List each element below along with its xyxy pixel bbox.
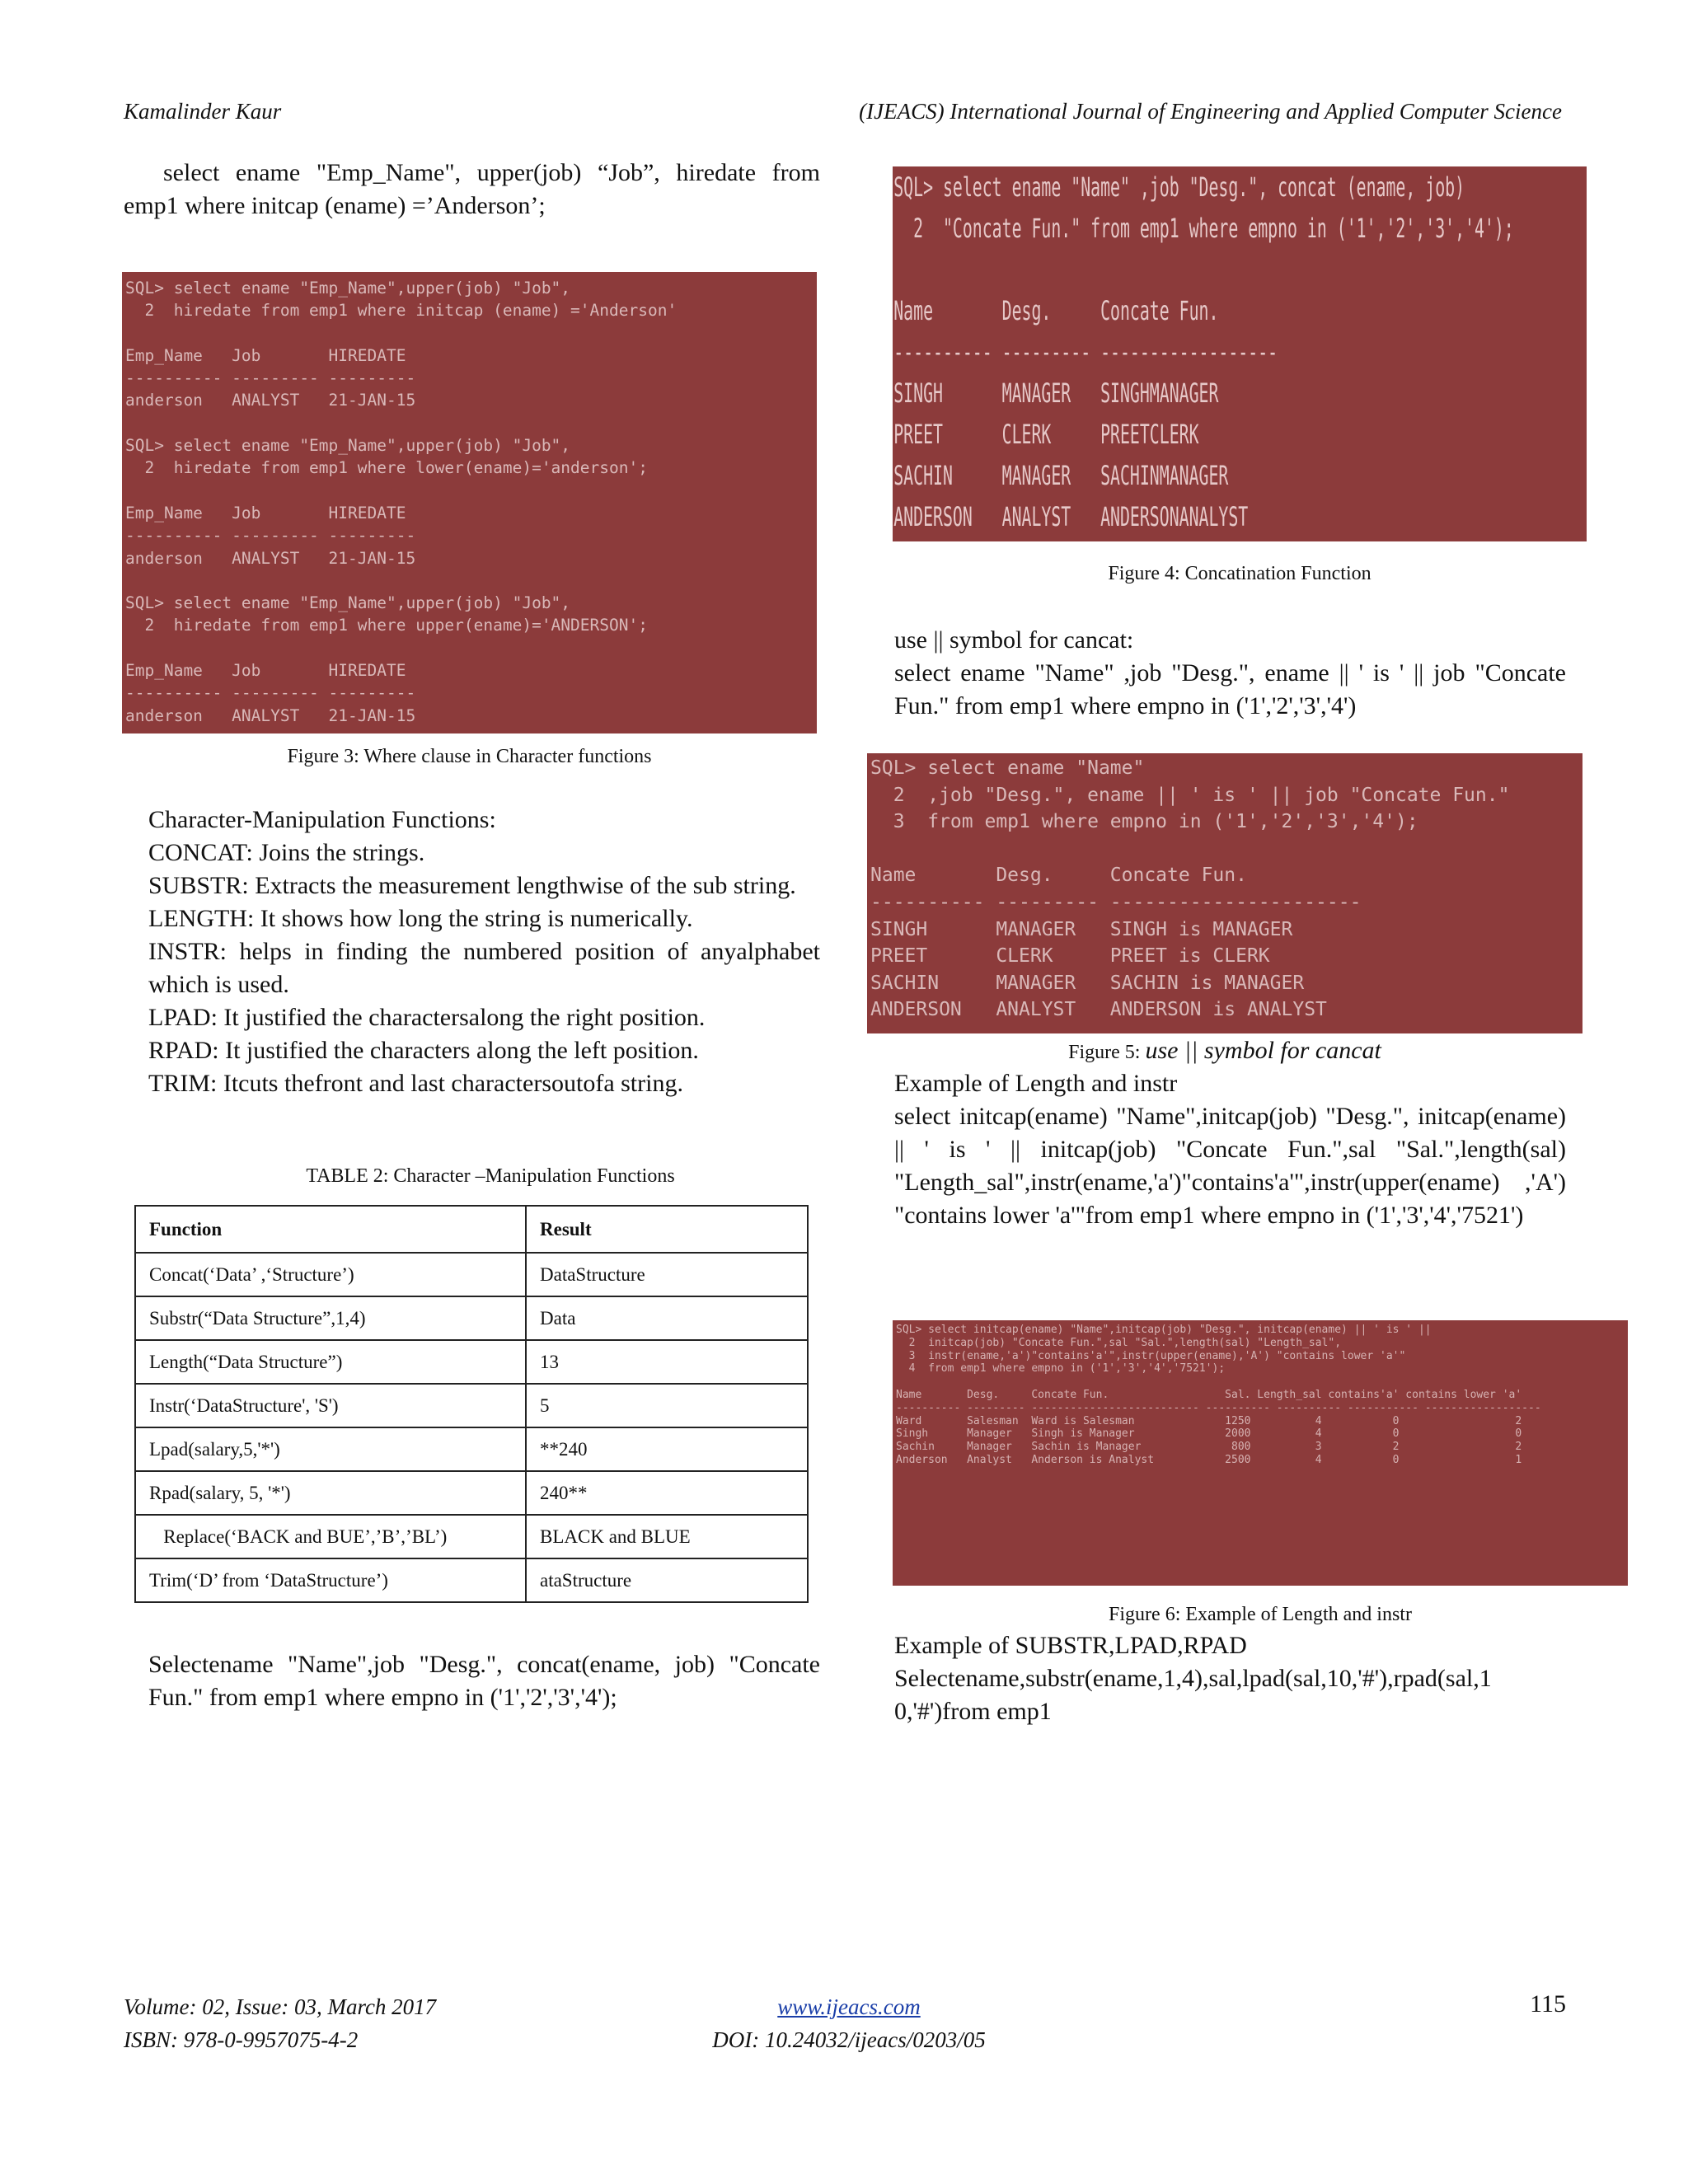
figure-4-terminal-line: ---------- --------- ------------------ bbox=[893, 336, 1278, 368]
figure-6-caption: Figure 6: Example of Length and instr bbox=[1109, 1604, 1412, 1625]
figure-5-terminal-line: ANDERSON ANALYST ANDERSON is ANALYST bbox=[870, 999, 1327, 1021]
figure-3-terminal-line: 2 hiredate from emp1 where initcap (ename) ='Anderson' bbox=[125, 301, 678, 321]
figure-6-terminal-line: 4 from emp1 where empno in ('1','3','4','7521'); bbox=[896, 1362, 1226, 1376]
substr-heading: Example of SUBSTR,LPAD,RPAD bbox=[894, 1632, 1247, 1659]
figure-5-terminal-line: PREET CLERK PREET is CLERK bbox=[870, 945, 1270, 968]
figure-4-terminal-line: PREET CLERK PREETCLERK bbox=[893, 419, 1199, 450]
length-description: LENGTH: It shows how long the string is numerically. bbox=[148, 905, 693, 932]
pipe-query: select ename "Name" ,job "Desg.", ename || ' is ' || job "Concate Fun." from emp1 where empno in ('1','2','3','4') bbox=[894, 659, 1566, 719]
figure-3-terminal-line: SQL> select ename "Emp_Name",upper(job) "Job", bbox=[125, 593, 571, 613]
query-intro-paragraph: select ename "Emp_Name", upper(job) “Job”, hiredate from emp1 where initcap (ename) =’Anderson’; bbox=[124, 159, 820, 219]
table-row bbox=[135, 1471, 808, 1515]
figure-3-terminal-line bbox=[125, 569, 814, 592]
figure-3-terminal-line: anderson ANALYST 21-JAN-15 bbox=[125, 705, 416, 725]
page-number: 115 bbox=[1530, 1990, 1566, 2018]
journal-website-link[interactable]: www.ijeacs.com bbox=[777, 1994, 921, 2019]
character-functions-list bbox=[148, 804, 820, 1100]
pipe-section bbox=[894, 624, 1566, 723]
figure-3-terminal-line: anderson ANALYST 21-JAN-15 bbox=[125, 391, 416, 410]
figure-5-terminal-line: SQL> select ename "Name" bbox=[870, 757, 1145, 779]
length-heading: Example of Length and instr bbox=[894, 1070, 1178, 1097]
length-query: select initcap(ename) "Name",initcap(job) "Desg.", initcap(ename) || ' is ' || initcap(job) "Concate Fun.",sal "Sal.",length(sal) "Length_sal",instr(ename,'a')"contains'a'",instr(upper(ename) ,'A') "contains lower 'a'"from emp1 where empno in ('1','3','4','7521') bbox=[894, 1103, 1566, 1229]
figure-6-terminal-line: Anderson Analyst Anderson is Analyst 2500 4 0 1 bbox=[896, 1453, 1522, 1466]
table-row bbox=[135, 1515, 808, 1558]
figure-3-terminal-line bbox=[125, 480, 814, 502]
table-header-function: Function bbox=[135, 1206, 526, 1253]
figure-3-terminal-line: anderson ANALYST 21-JAN-15 bbox=[125, 548, 416, 568]
table-row bbox=[135, 1340, 808, 1384]
figure-6-terminal-line: SQL> select initcap(ename) "Name",initcap(job) "Desg.", initcap(ename) || ' is ' || bbox=[896, 1324, 1432, 1336]
figure-3-terminal-line: 2 hiredate from emp1 where upper(ename)='ANDERSON'; bbox=[125, 616, 648, 635]
footer-doi: DOI: 10.24032/ijeacs/0203/05 bbox=[712, 2027, 986, 2052]
figure-6-terminal-line: 2 initcap(job) "Concate Fun.",sal "Sal.",length(sal) "Length_sal", bbox=[896, 1336, 1342, 1349]
figure-6-terminal-screenshot bbox=[893, 1320, 1628, 1586]
lpad-description: LPAD: It justified the charactersalong the right position. bbox=[148, 1004, 706, 1031]
table-header-result: Result bbox=[526, 1206, 808, 1253]
function-cell: Substr(“Data Structure”,1,4) bbox=[135, 1296, 526, 1340]
concat-query-paragraph: Selectename "Name",job "Desg.", concat(ename, job) "Concate Fun." from emp1 where empno in ('1','2','3','4'); bbox=[148, 1651, 820, 1711]
trim-description: TRIM: Itcuts thefront and last charactersoutofa string. bbox=[148, 1070, 683, 1097]
figure-4-terminal-text bbox=[893, 166, 1515, 537]
footer-center bbox=[643, 1990, 1055, 2056]
figure-6-terminal-line: Singh Manager Singh is Manager 2000 4 0 0 bbox=[896, 1427, 1522, 1441]
figure-3-terminal-line: SQL> select ename "Emp_Name",upper(job) "Job", bbox=[125, 436, 571, 456]
result-cell: ataStructure bbox=[526, 1558, 808, 1602]
figure-5-caption bbox=[867, 1037, 1582, 1065]
figure-5-terminal-line: Name Desg. Concate Fun. bbox=[870, 865, 1247, 887]
function-cell: Rpad(salary, 5, '*') bbox=[135, 1471, 526, 1515]
figure-4-terminal-line: SACHIN MANAGER SACHINMANAGER bbox=[893, 460, 1229, 491]
figure-6-terminal-line bbox=[896, 1376, 1625, 1389]
function-cell: Replace(‘BACK and BUE’,’B’,’BL’) bbox=[135, 1515, 526, 1558]
figure-6-terminal-line: ---------- --------- -------------------------- ---------- ---------- ----------- ------------------ bbox=[896, 1401, 1541, 1414]
figure-4-terminal-line bbox=[893, 249, 1514, 290]
figure-5-terminal-screenshot bbox=[867, 753, 1582, 1033]
rpad-description: RPAD: It justified the characters along the left position. bbox=[148, 1037, 699, 1064]
figure-3-terminal-line: ---------- --------- --------- bbox=[125, 368, 416, 388]
figure-3-terminal-line: 2 hiredate from emp1 where lower(ename)='anderson'; bbox=[125, 458, 648, 478]
figure-3-terminal-screenshot bbox=[122, 272, 817, 733]
figure-4-terminal-line: 2 "Concate Fun." from emp1 where empno in ('1','2','3','4'); bbox=[893, 213, 1514, 244]
result-cell: 240** bbox=[526, 1471, 808, 1515]
function-cell: Lpad(salary,5,'*') bbox=[135, 1427, 526, 1471]
figure-5-terminal-line: SINGH MANAGER SINGH is MANAGER bbox=[870, 918, 1293, 940]
footer-isbn: ISBN: 978-0-9957075-4-2 bbox=[124, 2027, 359, 2052]
figure-4-terminal-screenshot bbox=[893, 166, 1587, 541]
result-cell: BLACK and BLUE bbox=[526, 1515, 808, 1558]
figure-6-terminal-line: 3 instr(ename,'a')"contains'a'",instr(upper(ename),'A') "contains lower 'a'" bbox=[896, 1349, 1406, 1362]
concat-description: CONCAT: Joins the strings. bbox=[148, 839, 425, 866]
figure-5-caption-title: use || symbol for cancat bbox=[1145, 1037, 1381, 1064]
table-2-caption: TABLE 2: Character –Manipulation Functions bbox=[306, 1165, 675, 1187]
figure-3-terminal-line bbox=[125, 412, 814, 434]
result-cell: Data bbox=[526, 1296, 808, 1340]
substr-section bbox=[894, 1629, 1566, 1728]
substr-query: Selectename,substr(ename,1,4),sal,lpad(sal,10,'#'),rpad(sal,1 0,'#')from emp1 bbox=[894, 1665, 1492, 1725]
result-cell: 5 bbox=[526, 1384, 808, 1427]
figure-4-caption: Figure 4: Concatination Function bbox=[1108, 563, 1372, 584]
table-row bbox=[135, 1253, 808, 1296]
figure-5-terminal-line: 2 ,job "Desg.", ename || ' is ' || job "Concate Fun." bbox=[870, 784, 1510, 806]
footer-volume: Volume: 02, Issue: 03, March 2017 bbox=[124, 1994, 437, 2019]
running-header-journal: (IJEACS) International Journal of Engineering and Applied Computer Science bbox=[859, 99, 1562, 124]
function-cell: Trim(‘D’ from ‘DataStructure’) bbox=[135, 1558, 526, 1602]
table-row bbox=[135, 1558, 808, 1602]
figure-6-terminal-line: Ward Salesman Ward is Salesman 1250 4 0 2 bbox=[896, 1414, 1522, 1427]
footer-left bbox=[124, 1990, 436, 2056]
figure-3-terminal-line bbox=[125, 322, 814, 344]
figure-5-terminal-line: SACHIN MANAGER SACHIN is MANAGER bbox=[870, 972, 1305, 994]
figure-5-terminal-line: ---------- --------- ---------------------- bbox=[870, 891, 1362, 913]
figure-3-terminal-line: SQL> select ename "Emp_Name",upper(job) "Job", bbox=[125, 279, 571, 298]
result-cell: 13 bbox=[526, 1340, 808, 1384]
figure-5-terminal-line bbox=[870, 836, 1579, 863]
running-header-author: Kamalinder Kaur bbox=[124, 99, 282, 124]
table-row bbox=[135, 1384, 808, 1427]
substr-description: SUBSTR: Extracts the measurement lengthwise of the sub string. bbox=[148, 872, 796, 899]
function-cell: Instr(‘DataStructure', 'S') bbox=[135, 1384, 526, 1427]
table-header-row bbox=[135, 1206, 808, 1253]
figure-3-terminal-line: Emp_Name Job HIREDATE bbox=[125, 503, 406, 523]
figure-3-terminal-line bbox=[125, 637, 814, 659]
figure-3-terminal-line: ---------- --------- --------- bbox=[125, 683, 416, 703]
length-section bbox=[894, 1067, 1566, 1232]
figure-3-caption: Figure 3: Where clause in Character functions bbox=[287, 746, 652, 767]
pipe-heading: use || symbol for cancat: bbox=[894, 626, 1134, 654]
table-row bbox=[135, 1427, 808, 1471]
figure-4-terminal-line: SINGH MANAGER SINGHMANAGER bbox=[893, 377, 1219, 409]
figure-4-terminal-line: ANDERSON ANALYST ANDERSONANALYST bbox=[893, 501, 1249, 532]
result-cell: **240 bbox=[526, 1427, 808, 1471]
figure-6-terminal-line: Name Desg. Concate Fun. Sal. Length_sal contains'a' contains lower 'a' bbox=[896, 1388, 1522, 1401]
figure-3-terminal-line: Emp_Name Job HIREDATE bbox=[125, 345, 406, 365]
function-cell: Concat(‘Data’ ,‘Structure’) bbox=[135, 1253, 526, 1296]
figure-3-terminal-line: ---------- --------- --------- bbox=[125, 526, 416, 546]
instr-description: INSTR: helps in finding the numbered position of anyalphabet which is used. bbox=[148, 938, 820, 998]
figure-5-terminal-line: 3 from emp1 where empno in ('1','2','3','4'); bbox=[870, 811, 1418, 833]
result-cell: DataStructure bbox=[526, 1253, 808, 1296]
table-2-character-functions bbox=[134, 1205, 809, 1603]
function-cell: Length(“Data Structure”) bbox=[135, 1340, 526, 1384]
character-functions-heading: Character-Manipulation Functions: bbox=[148, 806, 496, 833]
figure-4-terminal-line: Name Desg. Concate Fun. bbox=[893, 295, 1219, 326]
table-row bbox=[135, 1296, 808, 1340]
figure-3-terminal-line: Emp_Name Job HIREDATE bbox=[125, 661, 406, 681]
figure-4-terminal-line: SQL> select ename "Name" ,job "Desg.", concat (ename, job) bbox=[893, 171, 1465, 203]
figure-6-terminal-line: Sachin Manager Sachin is Manager 800 3 2 2 bbox=[896, 1441, 1522, 1454]
figure-5-caption-label: Figure 5: bbox=[1068, 1042, 1146, 1063]
